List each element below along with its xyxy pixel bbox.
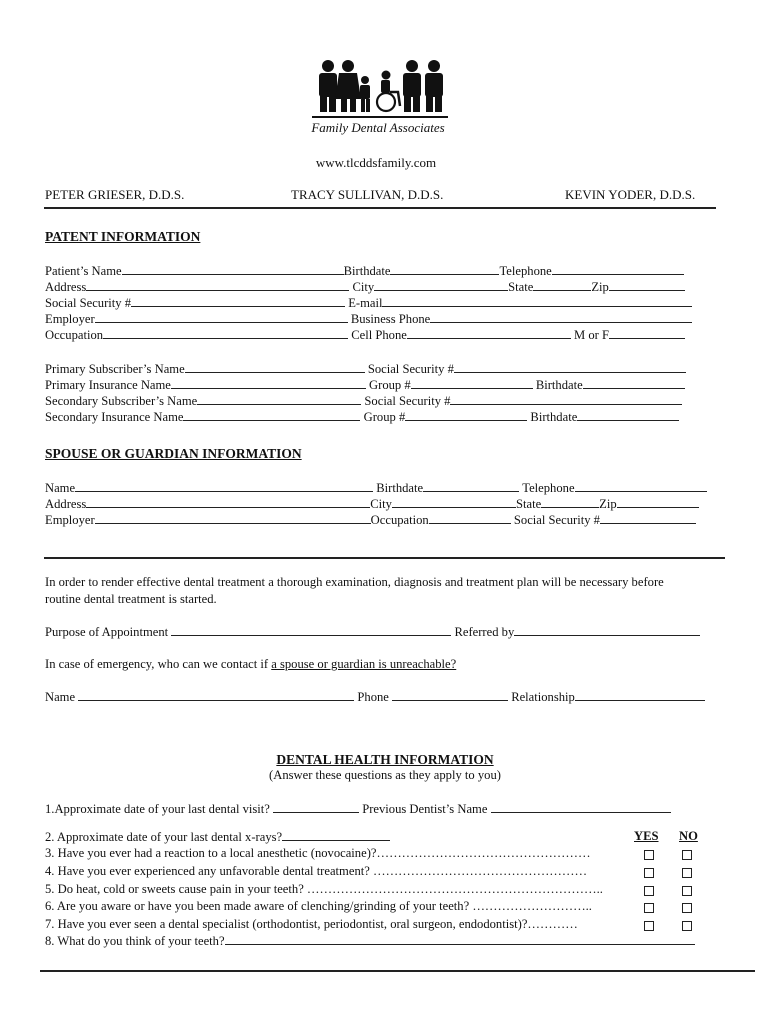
form-row [45,512,696,528]
occupation-field[interactable] [103,327,348,339]
doctor-name: PETER GRIESER, D.D.S. [45,187,185,202]
field-label: State [515,497,542,511]
field-label: Occupation [45,328,104,342]
previous-dentist-field[interactable] [491,801,671,813]
address-field[interactable] [86,279,349,291]
section-title-spouse: SPOUSE OR GUARDIAN INFORMATION [45,446,302,461]
form-row [45,624,700,640]
form-row [45,409,679,425]
website-link[interactable]: www.tlcddsfamily.com [315,155,437,170]
patient-name-field[interactable] [122,263,344,275]
no-checkbox[interactable] [682,903,692,913]
spouse-ssn-field[interactable] [600,512,696,524]
question-text: 5. Do heat, cold or sweets cause pain in your teeth? …………………………………………………………….. [45,882,603,896]
section-title-patient: PATENT INFORMATION [45,229,201,244]
field-label: Primary Subscriber’s Name [45,362,185,376]
spouse-occupation-field[interactable] [429,512,511,524]
spouse-birthdate-field[interactable] [423,480,519,492]
form-row [45,480,707,496]
field-label: Birthdate [343,264,391,278]
field-label: Address [45,280,87,294]
form-row [45,327,685,343]
section-title-dental: DENTAL HEALTH INFORMATION [276,752,494,767]
no-column-header: NO [679,829,698,843]
last-visit-field[interactable] [273,801,359,813]
primary-subscriber-field[interactable] [185,361,365,373]
doctor-name: KEVIN YODER, D.D.S. [565,187,696,202]
question-text: 3. Have you ever had a reaction to a local anesthetic (novocaine)?…………………………………………… [45,846,591,860]
emergency-phone-field[interactable] [392,689,508,701]
secondary-insurance-field[interactable] [183,409,360,421]
no-checkbox[interactable] [682,868,692,878]
yes-checkbox[interactable] [644,868,654,878]
secondary-ssn-field[interactable] [450,393,682,405]
last-xray-field[interactable] [282,829,390,841]
form-row [45,279,685,295]
employer-field[interactable] [95,311,348,323]
field-label: Employer [45,312,95,326]
consent-text: routine dental treatment is started. [45,592,217,606]
telephone-field[interactable] [552,263,684,275]
yes-checkbox[interactable] [644,886,654,896]
logo-caption: Family Dental Associates [311,120,445,135]
teeth-opinion-field[interactable] [225,933,695,945]
consent-text: In order to render effective dental treatment a thorough examination, diagnosis and treatment plan will be necessary before [45,575,664,589]
state-field[interactable] [533,279,591,291]
primary-insurance-field[interactable] [171,377,366,389]
field-label: Zip [599,497,617,511]
yes-column-header: YES [634,829,659,843]
field-label: Phone [357,690,389,704]
field-label: Group # [363,410,406,424]
no-checkbox[interactable] [682,850,692,860]
field-label: Birthdate [376,481,424,495]
form-row [45,689,705,705]
field-label: Birthdate [535,378,583,392]
field-label: Name [45,481,76,495]
answer-line[interactable] [40,970,755,972]
spouse-name-field[interactable] [75,480,373,492]
form-row [45,801,671,817]
zip-field[interactable] [609,279,685,291]
field-label: Zip [591,280,609,294]
city-field[interactable] [374,279,508,291]
field-label: Purpose of Appointment [45,625,169,639]
email-field[interactable] [382,295,692,307]
field-label: City [370,497,392,511]
field-label: Group # [369,378,411,392]
form-row [45,377,685,393]
emergency-text: In case of emergency, who can we contact if [45,657,269,671]
field-label: Telephone [522,481,575,495]
yes-checkbox[interactable] [644,850,654,860]
primary-group-field[interactable] [411,377,533,389]
field-label: Previous Dentist’s Name [362,802,488,816]
form-row [45,311,692,327]
spouse-employer-field[interactable] [95,512,371,524]
gender-field[interactable] [609,327,685,339]
secondary-group-field[interactable] [405,409,527,421]
field-label: Social Security # [364,394,451,408]
field-label: E-mail [348,296,383,310]
form-row [45,933,695,949]
emergency-name-field[interactable] [78,689,354,701]
secondary-subscriber-field[interactable] [197,393,361,405]
no-checkbox[interactable] [682,886,692,896]
field-label: Employer [45,513,95,527]
family-logo [310,58,450,120]
business-phone-field[interactable] [430,311,692,323]
cell-phone-field[interactable] [407,327,571,339]
doctor-name: TRACY SULLIVAN, D.D.S. [291,187,444,202]
referred-by-field[interactable] [514,624,700,636]
field-label: Relationship [511,690,575,704]
question-text: 6. Are you aware or have you been made aware of clenching/grinding of your teeth? ……………………….. [45,899,592,913]
field-label: 2. Approximate date of your last dental x-rays? [45,830,283,844]
secondary-birthdate-field[interactable] [577,409,679,421]
field-label: M or F [574,328,609,342]
form-row [45,393,682,409]
emergency-question [45,657,456,672]
form-row [45,829,390,845]
field-label: State [508,280,534,294]
form-row [45,263,684,279]
birthdate-field[interactable] [390,263,499,275]
field-label: Cell Phone [351,328,407,342]
field-label: Social Security # [513,513,600,527]
spouse-telephone-field[interactable] [575,480,707,492]
spouse-zip-field[interactable] [617,496,699,508]
field-label: Birthdate [530,410,578,424]
spouse-state-field[interactable] [541,496,599,508]
purpose-field[interactable] [171,624,451,636]
question-text: 4. Have you ever experienced any unfavorable dental treatment? …………………………………………… [45,864,588,878]
field-label: Address [45,497,87,511]
section-subtitle: (Answer these questions as they apply to you) [269,768,501,782]
yes-checkbox[interactable] [644,903,654,913]
field-label: Telephone [499,264,552,278]
field-label: Social Security # [45,296,132,310]
header-divider [44,207,716,209]
form-row [45,361,686,377]
field-label: Occupation [370,513,429,527]
field-label: Name [45,690,76,704]
field-label: City [352,280,375,294]
no-checkbox[interactable] [682,921,692,931]
field-label: Social Security # [367,362,454,376]
emergency-text-underlined: a spouse or guardian is unreachable? [271,657,457,671]
question-text: 7. Have you ever seen a dental specialist (orthodontist, periodontist, oral surgeon, endodontist)?………… [45,917,578,931]
field-label: Referred by [454,625,515,639]
emergency-relationship-field[interactable] [575,689,705,701]
field-label: 1.Approximate date of your last dental visit? [45,802,270,816]
primary-birthdate-field[interactable] [583,377,685,389]
ssn-field[interactable] [131,295,345,307]
form-row [45,295,692,311]
section-divider [44,557,725,559]
spouse-address-field[interactable] [86,496,370,508]
field-label: Secondary Insurance Name [45,410,184,424]
yes-checkbox[interactable] [644,921,654,931]
spouse-city-field[interactable] [392,496,516,508]
primary-ssn-field[interactable] [454,361,686,373]
field-label: Secondary Subscriber’s Name [45,394,198,408]
form-row [45,496,699,512]
field-label: Primary Insurance Name [45,378,171,392]
field-label: Business Phone [350,312,431,326]
field-label: Patient’s Name [45,264,122,278]
field-label: 8. What do you think of your teeth? [45,934,225,948]
